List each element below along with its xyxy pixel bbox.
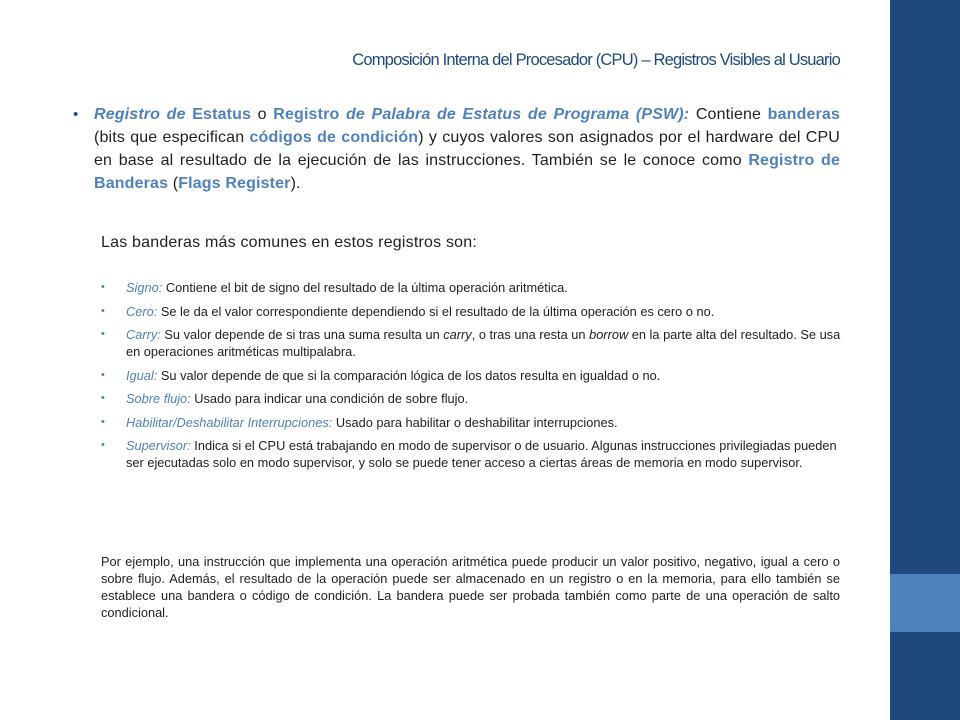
- term-banderas: banderas: [767, 106, 841, 123]
- flag-name: Carry:: [126, 327, 161, 342]
- flags-intro: Las banderas más comunes en estos registros son:: [101, 234, 478, 251]
- flag-item-sobre-flujo: [101, 390, 841, 407]
- flag-name: Cero:: [126, 303, 158, 319]
- flag-item-cero: [101, 303, 841, 320]
- example-paragraph: Por ejemplo, una instrucción que implementa una operación aritmética puede producir un valor positivo, negativo, igual a cero o sobre flujo. Además, el resultado de la operación puede ser almacenado en un registro o en la memoria, para ello también se establece una bandera o código de condición. La bandera puede ser probada también como parte de una operación de salto condicional.: [101, 554, 840, 620]
- flag-description: Su valor depende de que si la comparación lógica de los datos resulta en igualdad o no.: [157, 367, 661, 383]
- flag-description: Contiene el bit de signo del resultado de la última operación aritmética.: [162, 280, 568, 295]
- flag-description: , o tras una resta un: [471, 327, 590, 342]
- flag-name: Supervisor:: [126, 438, 191, 453]
- flag-description: Su valor depende de si tras una suma resulta un: [160, 327, 444, 342]
- bullet-icon: •: [101, 439, 105, 451]
- term-registro-banderas: Registro de Banderas: [94, 152, 841, 192]
- text-description: ) y cuyos valores son asignados por el hardware del CPU en base al resultado de la ejecución de las instrucciones. También se le conoce como: [94, 129, 840, 169]
- term-carry: carry: [443, 327, 472, 342]
- term-estatus: Estatus: [192, 106, 252, 123]
- text-connector: o: [251, 106, 274, 123]
- term-borrow: borrow: [589, 327, 629, 342]
- flag-item-interrupciones: [101, 414, 841, 431]
- term-registro: Registro de: [94, 106, 193, 123]
- flag-item-carry: [101, 326, 841, 360]
- bullet-icon: •: [101, 281, 105, 293]
- flags-list: [101, 279, 841, 478]
- term-psw: de Palabra de Estatus de Programa (PSW):: [345, 106, 690, 123]
- flag-description: Usado para habilitar o deshabilitar interrupciones.: [332, 414, 618, 430]
- text-bits: (bits que especifican: [94, 129, 250, 146]
- text-paren-close: ).: [290, 175, 301, 192]
- main-content: [73, 103, 840, 195]
- flag-name: Sobre flujo:: [126, 391, 191, 406]
- flag-item-supervisor: [101, 437, 841, 471]
- flag-description: en la parte alta del resultado. Se usa en operaciones aritméticas multipalabra.: [126, 327, 841, 359]
- flag-item-igual: [101, 367, 841, 384]
- bullet-icon: •: [73, 106, 79, 123]
- text-contiene: Contiene: [689, 106, 768, 123]
- bullet-icon: •: [101, 328, 105, 340]
- bullet-icon: •: [101, 392, 105, 404]
- term-registro-2: Registro: [273, 106, 346, 123]
- sidebar-accent-block: [890, 574, 960, 632]
- flag-description: Usado para indicar una condición de sobre flujo.: [190, 391, 469, 406]
- term-codigos-condicion: códigos de condición: [249, 129, 419, 146]
- text-paren-open: (: [168, 175, 179, 192]
- flag-name: Signo:: [126, 280, 163, 295]
- term-flags-register: Flags Register: [178, 175, 291, 192]
- flag-name: Igual:: [126, 367, 158, 383]
- bullet-icon: •: [101, 368, 105, 381]
- psw-register-bullet: [73, 103, 840, 195]
- flag-item-signo: [101, 279, 841, 296]
- flag-name: Habilitar/Deshabilitar Interrupciones:: [126, 414, 333, 430]
- flag-description: Se le da el valor correspondiente dependiendo si el resultado de la última operación es cero o no.: [157, 303, 715, 319]
- flag-description: Indica si el CPU está trabajando en modo de supervisor o de usuario. Algunas instrucciones privilegiadas pueden ser ejecutadas solo en modo supervisor, y solo se puede tener acceso a ciertas áreas de memoria en modo supervisor.: [126, 438, 837, 470]
- bullet-icon: •: [101, 304, 105, 317]
- bullet-icon: •: [101, 415, 105, 428]
- slide-title: Composición Interna del Procesador (CPU) – Registros Visibles al Usuario: [352, 51, 840, 69]
